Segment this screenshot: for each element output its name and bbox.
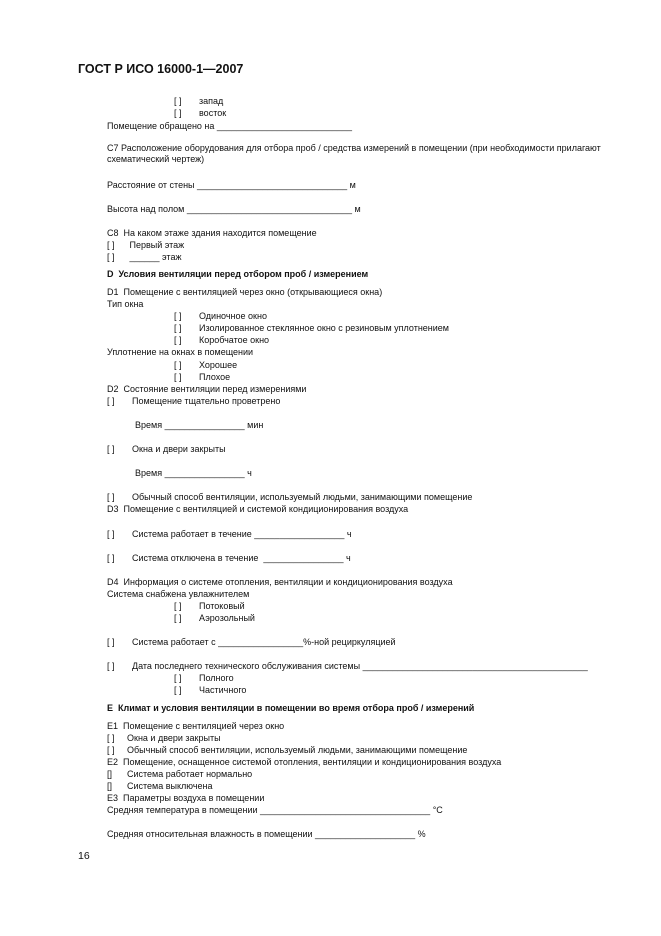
humidifier-label: Система снабжена увлажнителем	[107, 589, 250, 599]
checkbox-flow: [ ] Потоковый	[174, 601, 245, 611]
item-c7: C7 Расположение оборудования для отбора проб / средства измерений в помещении (при необходимости прилагают схематический чертеж)	[107, 143, 601, 164]
checkbox-insulated-window: [ ] Изолированное стеклянное окно с резиновым уплотнением	[174, 323, 449, 333]
section-e-heading: E Климат и условия вентиляции в помещении во время отбора проб / измерений	[107, 703, 475, 713]
checkbox-east: [ ] восток	[174, 108, 227, 118]
checkbox-seal-bad: [ ] Плохое	[174, 372, 231, 382]
floor-height-line: Высота над полом _________________________________ м	[107, 204, 361, 214]
checkbox-seal-good: [ ] Хорошее	[174, 360, 238, 370]
checkbox-system-off: [ ] Система отключена в течение ________________ ч	[107, 553, 351, 563]
checkbox-system-running: [ ] Система работает в течение __________________ ч	[107, 529, 352, 539]
time-minutes-line: Время ________________ мин	[135, 420, 264, 430]
checkbox-first-floor: [ ] Первый этаж	[107, 240, 185, 250]
checkbox-ventilated: [ ] Помещение тщательно проветрено	[107, 396, 281, 406]
checkbox-floor-number: [ ] ______ этаж	[107, 252, 182, 262]
item-e1: E1 Помещение с вентиляцией через окно	[107, 721, 285, 731]
checkbox-recirculation: [ ] Система работает с _________________%-ной рециркуляцией	[107, 637, 396, 647]
item-e2: E2 Помещение, оснащенное системой отопления, вентиляции и кондиционирования воздуха	[107, 757, 502, 767]
checkbox-e2-normal: [] Система работает нормально	[107, 769, 253, 779]
checkbox-last-maintenance: [ ] Дата последнего технического обслуживания системы _____________________________________________	[107, 661, 588, 671]
item-d4: D4 Информация о системе отопления, вентиляции и кондиционирования воздуха	[107, 577, 453, 587]
item-c8: C8 На каком этаже здания находится помещение	[107, 228, 317, 238]
item-d1: D1 Помещение с вентиляцией через окно (открывающиеся окна)	[107, 287, 383, 297]
checkbox-box-window: [ ] Коробчатое окно	[174, 335, 270, 345]
page-header: ГОСТ Р ИСО 16000-1—2007	[78, 62, 244, 76]
window-seal-label: Уплотнение на окнах в помещении	[107, 347, 254, 357]
item-d2: D2 Состояние вентиляции перед измерениями	[107, 384, 307, 394]
checkbox-single-window: [ ] Одиночное окно	[174, 311, 267, 321]
checkbox-usual-ventilation: [ ] Обычный способ вентиляции, используемый людьми, занимающими помещение	[107, 492, 473, 502]
avg-humidity-line: Средняя относительная влажность в помещении ____________________ %	[107, 829, 426, 839]
checkbox-full: [ ] Полного	[174, 673, 234, 683]
checkbox-e1-usual: [ ] Обычный способ вентиляции, используемый людьми, занимающими помещение	[107, 745, 468, 755]
time-hours-line: Время ________________ ч	[135, 468, 252, 478]
checkbox-partial: [ ] Частичного	[174, 685, 247, 695]
checkbox-west: [ ] запад	[174, 96, 224, 106]
window-type-label: Тип окна	[107, 299, 144, 309]
checkbox-e2-off: [] Система выключена	[107, 781, 213, 791]
room-orientation-line: Помещение обращено на ___________________________	[107, 121, 353, 131]
item-d3: D3 Помещение с вентиляцией и системой кондиционирования воздуха	[107, 504, 409, 514]
checkbox-windows-closed: [ ] Окна и двери закрыты	[107, 444, 226, 454]
item-e3: E3 Параметры воздуха в помещении	[107, 793, 265, 803]
avg-temperature-line: Средняя температура в помещении __________________________________ °C	[107, 805, 443, 815]
page-number: 16	[78, 850, 90, 862]
section-d-heading: D Условия вентиляции перед отбором проб / измерением	[107, 269, 369, 279]
wall-distance-line: Расстояние от стены ______________________________ м	[107, 180, 356, 190]
checkbox-e1-closed: [ ] Окна и двери закрыты	[107, 733, 221, 743]
checkbox-aerosol: [ ] Аэрозольный	[174, 613, 255, 623]
